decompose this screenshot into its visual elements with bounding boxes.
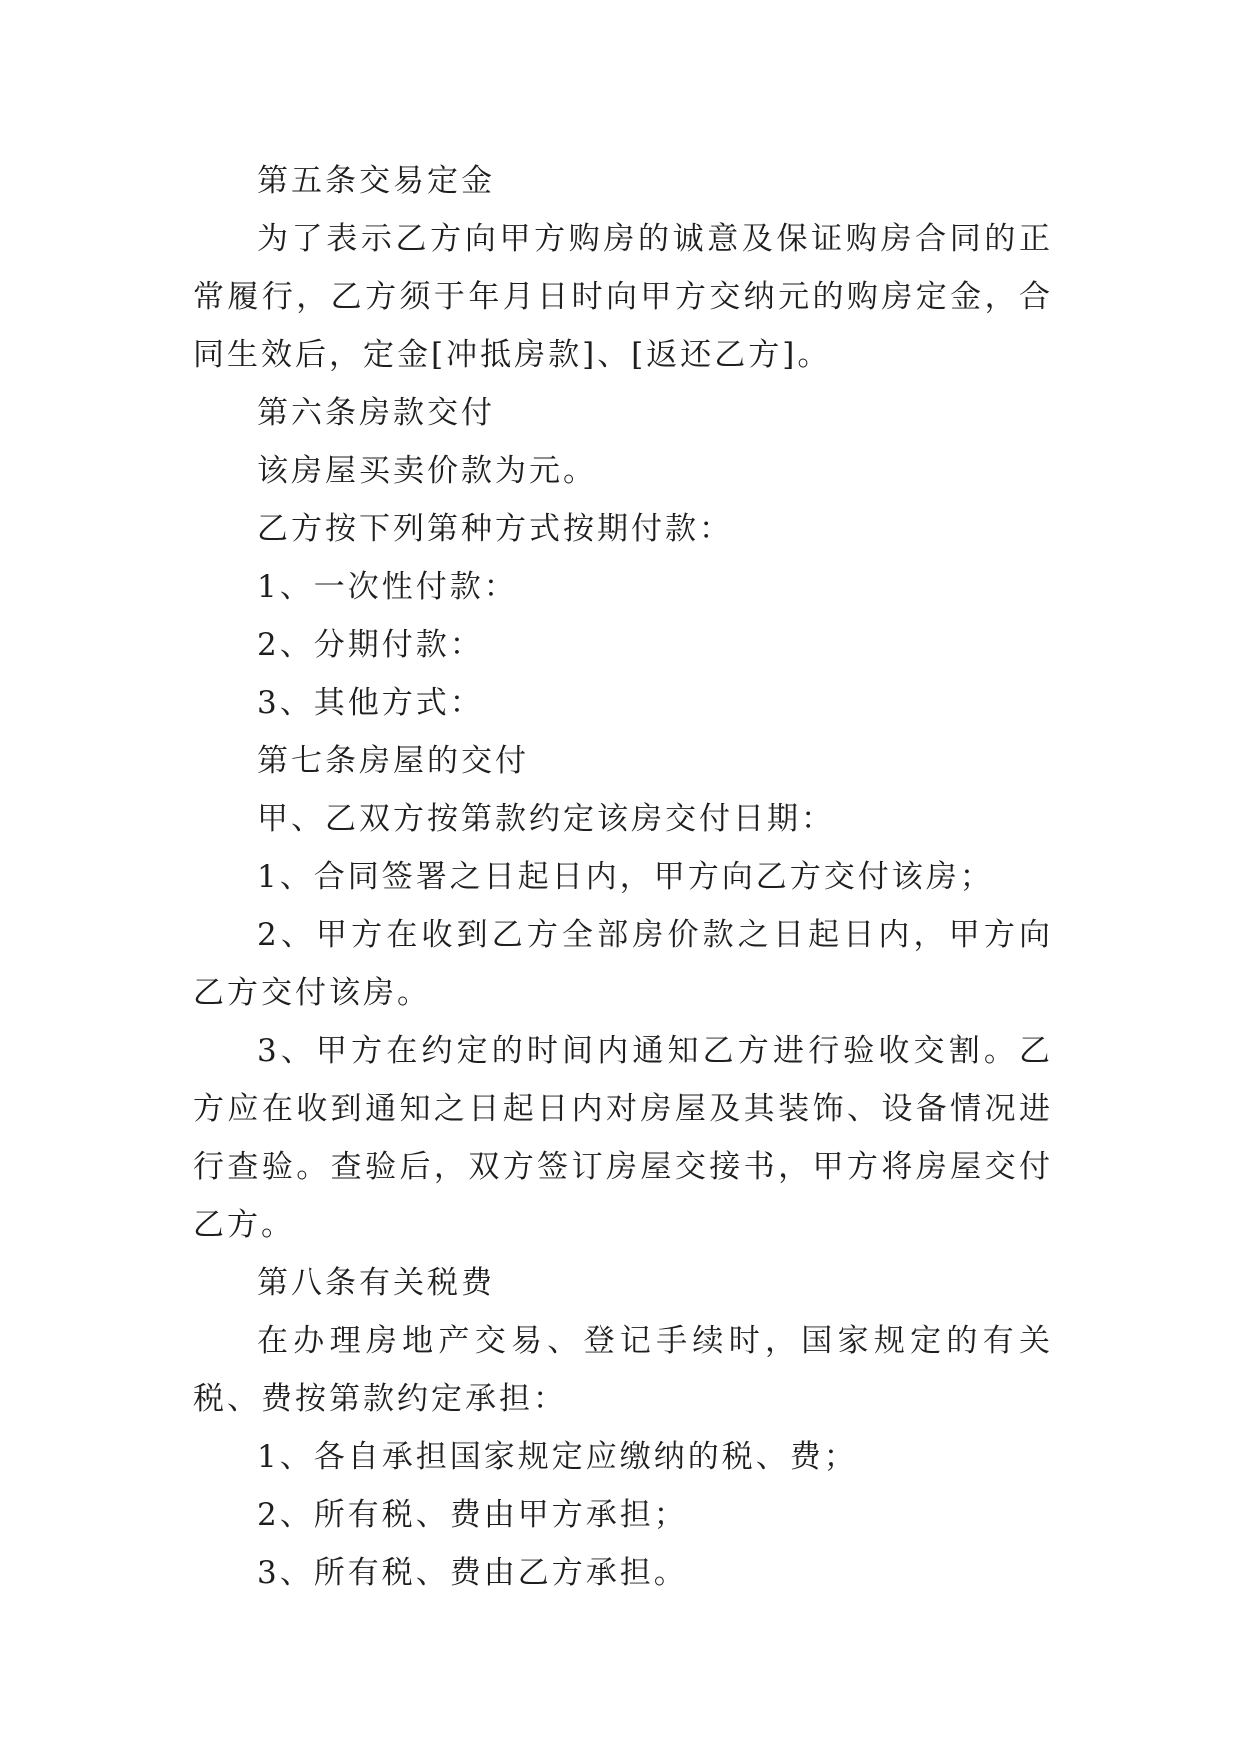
article-7-heading: 第七条房屋的交付 — [257, 743, 529, 779]
article-8-heading: 第八条有关税费 — [257, 1265, 495, 1301]
article-8-intro: 在办理房地产交易、登记手续时，国家规定的有关税、费按第款约定承担： — [193, 1323, 1053, 1417]
article-8-item-3: 3、所有税、费由乙方承担。 — [257, 1555, 688, 1591]
article-7-intro: 甲、乙双方按第款约定该房交付日期： — [257, 801, 835, 837]
article-5-heading: 第五条交易定金 — [257, 163, 495, 199]
article-8-item-1: 1、各自承担国家规定应缴纳的税、费； — [257, 1439, 858, 1475]
article-6-option-2: 2、分期付款： — [257, 627, 484, 663]
article-6-heading: 第六条房款交付 — [257, 395, 495, 431]
article-7-item-3: 3、甲方在约定的时间内通知乙方进行验收交割。乙方应在收到通知之日起日内对房屋及其装饰、设备情况进行查验。查验后，双方签订房屋交接书，甲方将房屋交付乙方。 — [193, 1033, 1053, 1243]
article-7-item-1: 1、合同签署之日起日内，甲方向乙方交付该房； — [257, 859, 994, 895]
article-6-price: 该房屋买卖价款为元。 — [257, 453, 597, 489]
article-6-option-1: 1、一次性付款： — [257, 569, 518, 605]
article-8-item-2: 2、所有税、费由甲方承担； — [257, 1497, 688, 1533]
document-body — [193, 152, 1053, 1602]
article-6-option-3: 3、其他方式： — [257, 685, 484, 721]
article-6-payment-method: 乙方按下列第种方式按期付款： — [257, 511, 733, 547]
article-7-item-2: 2、甲方在收到乙方全部房价款之日起日内，甲方向乙方交付该房。 — [193, 917, 1053, 1011]
article-5-body: 为了表示乙方向甲方购房的诚意及保证购房合同的正常履行，乙方须于年月日时向甲方交纳元的购房定金，合同生效后，定金[冲抵房款]、[返还乙方]。 — [193, 221, 1053, 373]
